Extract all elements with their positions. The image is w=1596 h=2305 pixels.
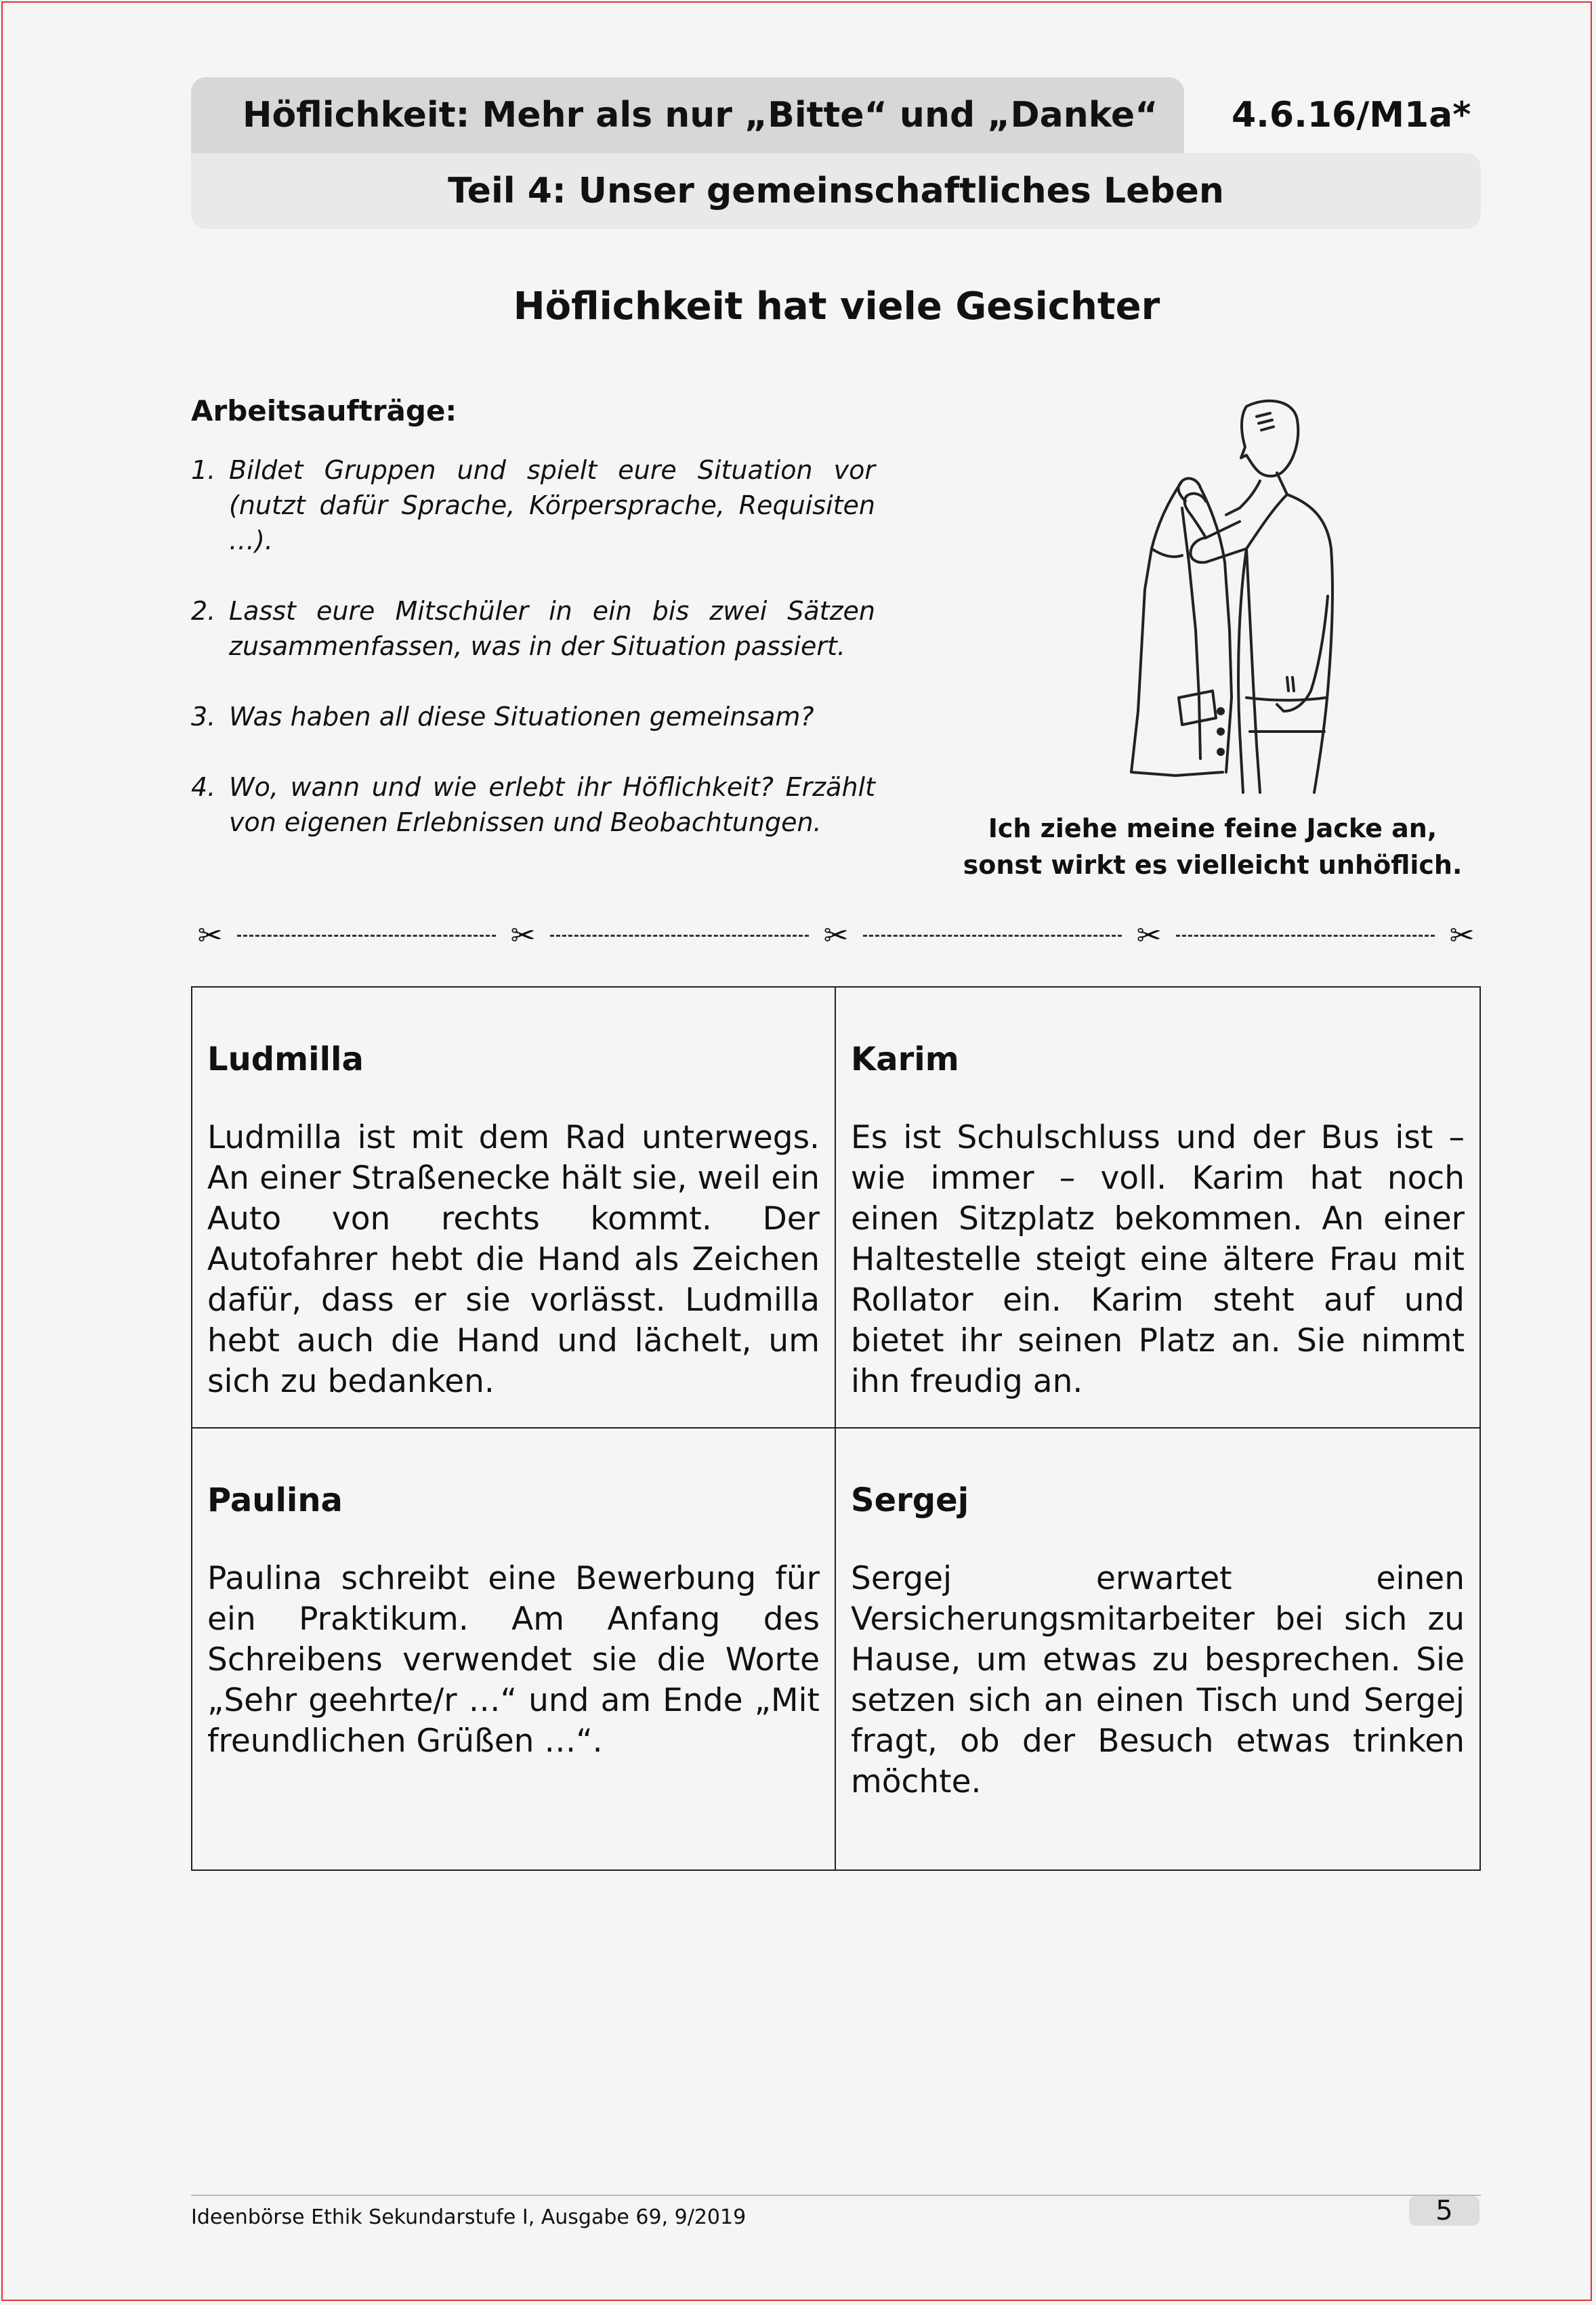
header-subtitle-text: Teil 4: Unser gemeinschaftliches Leben	[448, 171, 1224, 211]
material-code: 4.6.16/M1a*	[1232, 95, 1471, 135]
task-item	[191, 699, 875, 734]
task-text: Bildet Gruppen und spielt eure Situation vor (nutzt dafür Sprache, Körpersprache, Requisiten …).	[229, 455, 875, 555]
cut-line	[191, 918, 1481, 952]
card-name: Karim	[851, 1040, 959, 1078]
dashed-divider	[1176, 935, 1435, 937]
task-number: 3.	[191, 702, 216, 732]
task-item	[191, 769, 875, 840]
footer-source: Ideenbörse Ethik Sekundarstufe I, Ausgabe 69, 9/2019	[191, 2205, 747, 2229]
card-name: Sergej	[851, 1481, 969, 1519]
task-item	[191, 452, 875, 558]
scissors-icon: ✂	[823, 918, 849, 953]
task-text: Lasst eure Mitschüler in ein bis zwei Sätzen zusammenfassen, was in der Situation passiert.	[229, 596, 875, 661]
task-number: 1.	[191, 455, 216, 485]
page-number: 5	[1409, 2196, 1479, 2226]
caption-line: sonst wirkt es vielleicht unhöflich.	[963, 850, 1463, 880]
man-putting-on-jacket-icon	[1043, 393, 1355, 799]
dashed-divider	[863, 935, 1122, 937]
task-list	[191, 452, 875, 875]
caption-line: Ich ziehe meine feine Jacke an,	[988, 813, 1437, 843]
situation-card	[192, 988, 836, 1429]
card-name: Ludmilla	[207, 1040, 364, 1078]
situation-card	[836, 1429, 1479, 1869]
tasks-heading: Arbeitsaufträge:	[191, 394, 457, 427]
header-title	[191, 77, 1184, 153]
task-text: Wo, wann und wie erlebt ihr Höflichkeit? Erzählt von eigenen Erlebnissen und Beobachtungen.	[229, 772, 875, 837]
page-title: Höflichkeit hat viele Gesichter	[513, 284, 1160, 329]
situation-cards	[191, 986, 1481, 1871]
card-text: Es ist Schulschluss und der Bus ist – wie immer – voll. Karim hat noch einen Sitzplatz bekommen. An einer Haltestelle steigt eine ältere Frau mit Rollator ein. Karim steht auf und bietet ihr seinen Platz an. Sie nimmt ihn freudig an.	[851, 1119, 1465, 1400]
situation-card	[192, 1429, 836, 1869]
task-text: Was haben all diese Situationen gemeinsam?	[229, 702, 814, 732]
header-title-text: Höflichkeit: Mehr als nur „Bitte“ und „Danke“	[243, 95, 1158, 135]
scissors-icon: ✂	[197, 918, 223, 953]
scissors-icon: ✂	[1136, 918, 1162, 953]
illustration-caption	[935, 810, 1490, 883]
situation-card	[836, 988, 1479, 1429]
card-text: Ludmilla ist mit dem Rad unterwegs. An einer Straßenecke hält sie, weil ein Auto von rechts kommt. Der Autofahrer hebt die Hand als Zeichen dafür, dass er sie vorlässt. Ludmilla hebt auch die Hand und lächelt, um sich zu bedanken.	[207, 1119, 820, 1400]
footer-divider	[191, 2195, 1481, 2196]
header-subtitle	[191, 153, 1481, 229]
scissors-icon: ✂	[510, 918, 536, 953]
task-number: 2.	[191, 596, 216, 626]
scissors-icon: ✂	[1449, 918, 1475, 953]
dashed-divider	[237, 935, 496, 937]
card-text: Sergej erwartet einen Versicherungsmitarbeiter bei sich zu Hause, um etwas zu besprechen. Sie setzen sich an einen Tisch und Sergej fragt, ob der Besuch etwas trinken möchte.	[851, 1560, 1465, 1800]
card-text: Paulina schreibt eine Bewerbung für ein Praktikum. Am Anfang des Schreibens verwendet sie die Worte „Sehr geehrte/r …“ und am Ende „Mit freundlichen Grüßen …“.	[207, 1560, 820, 1760]
dashed-divider	[550, 935, 809, 937]
task-number: 4.	[191, 772, 216, 802]
task-item	[191, 593, 875, 664]
card-name: Paulina	[207, 1481, 343, 1519]
